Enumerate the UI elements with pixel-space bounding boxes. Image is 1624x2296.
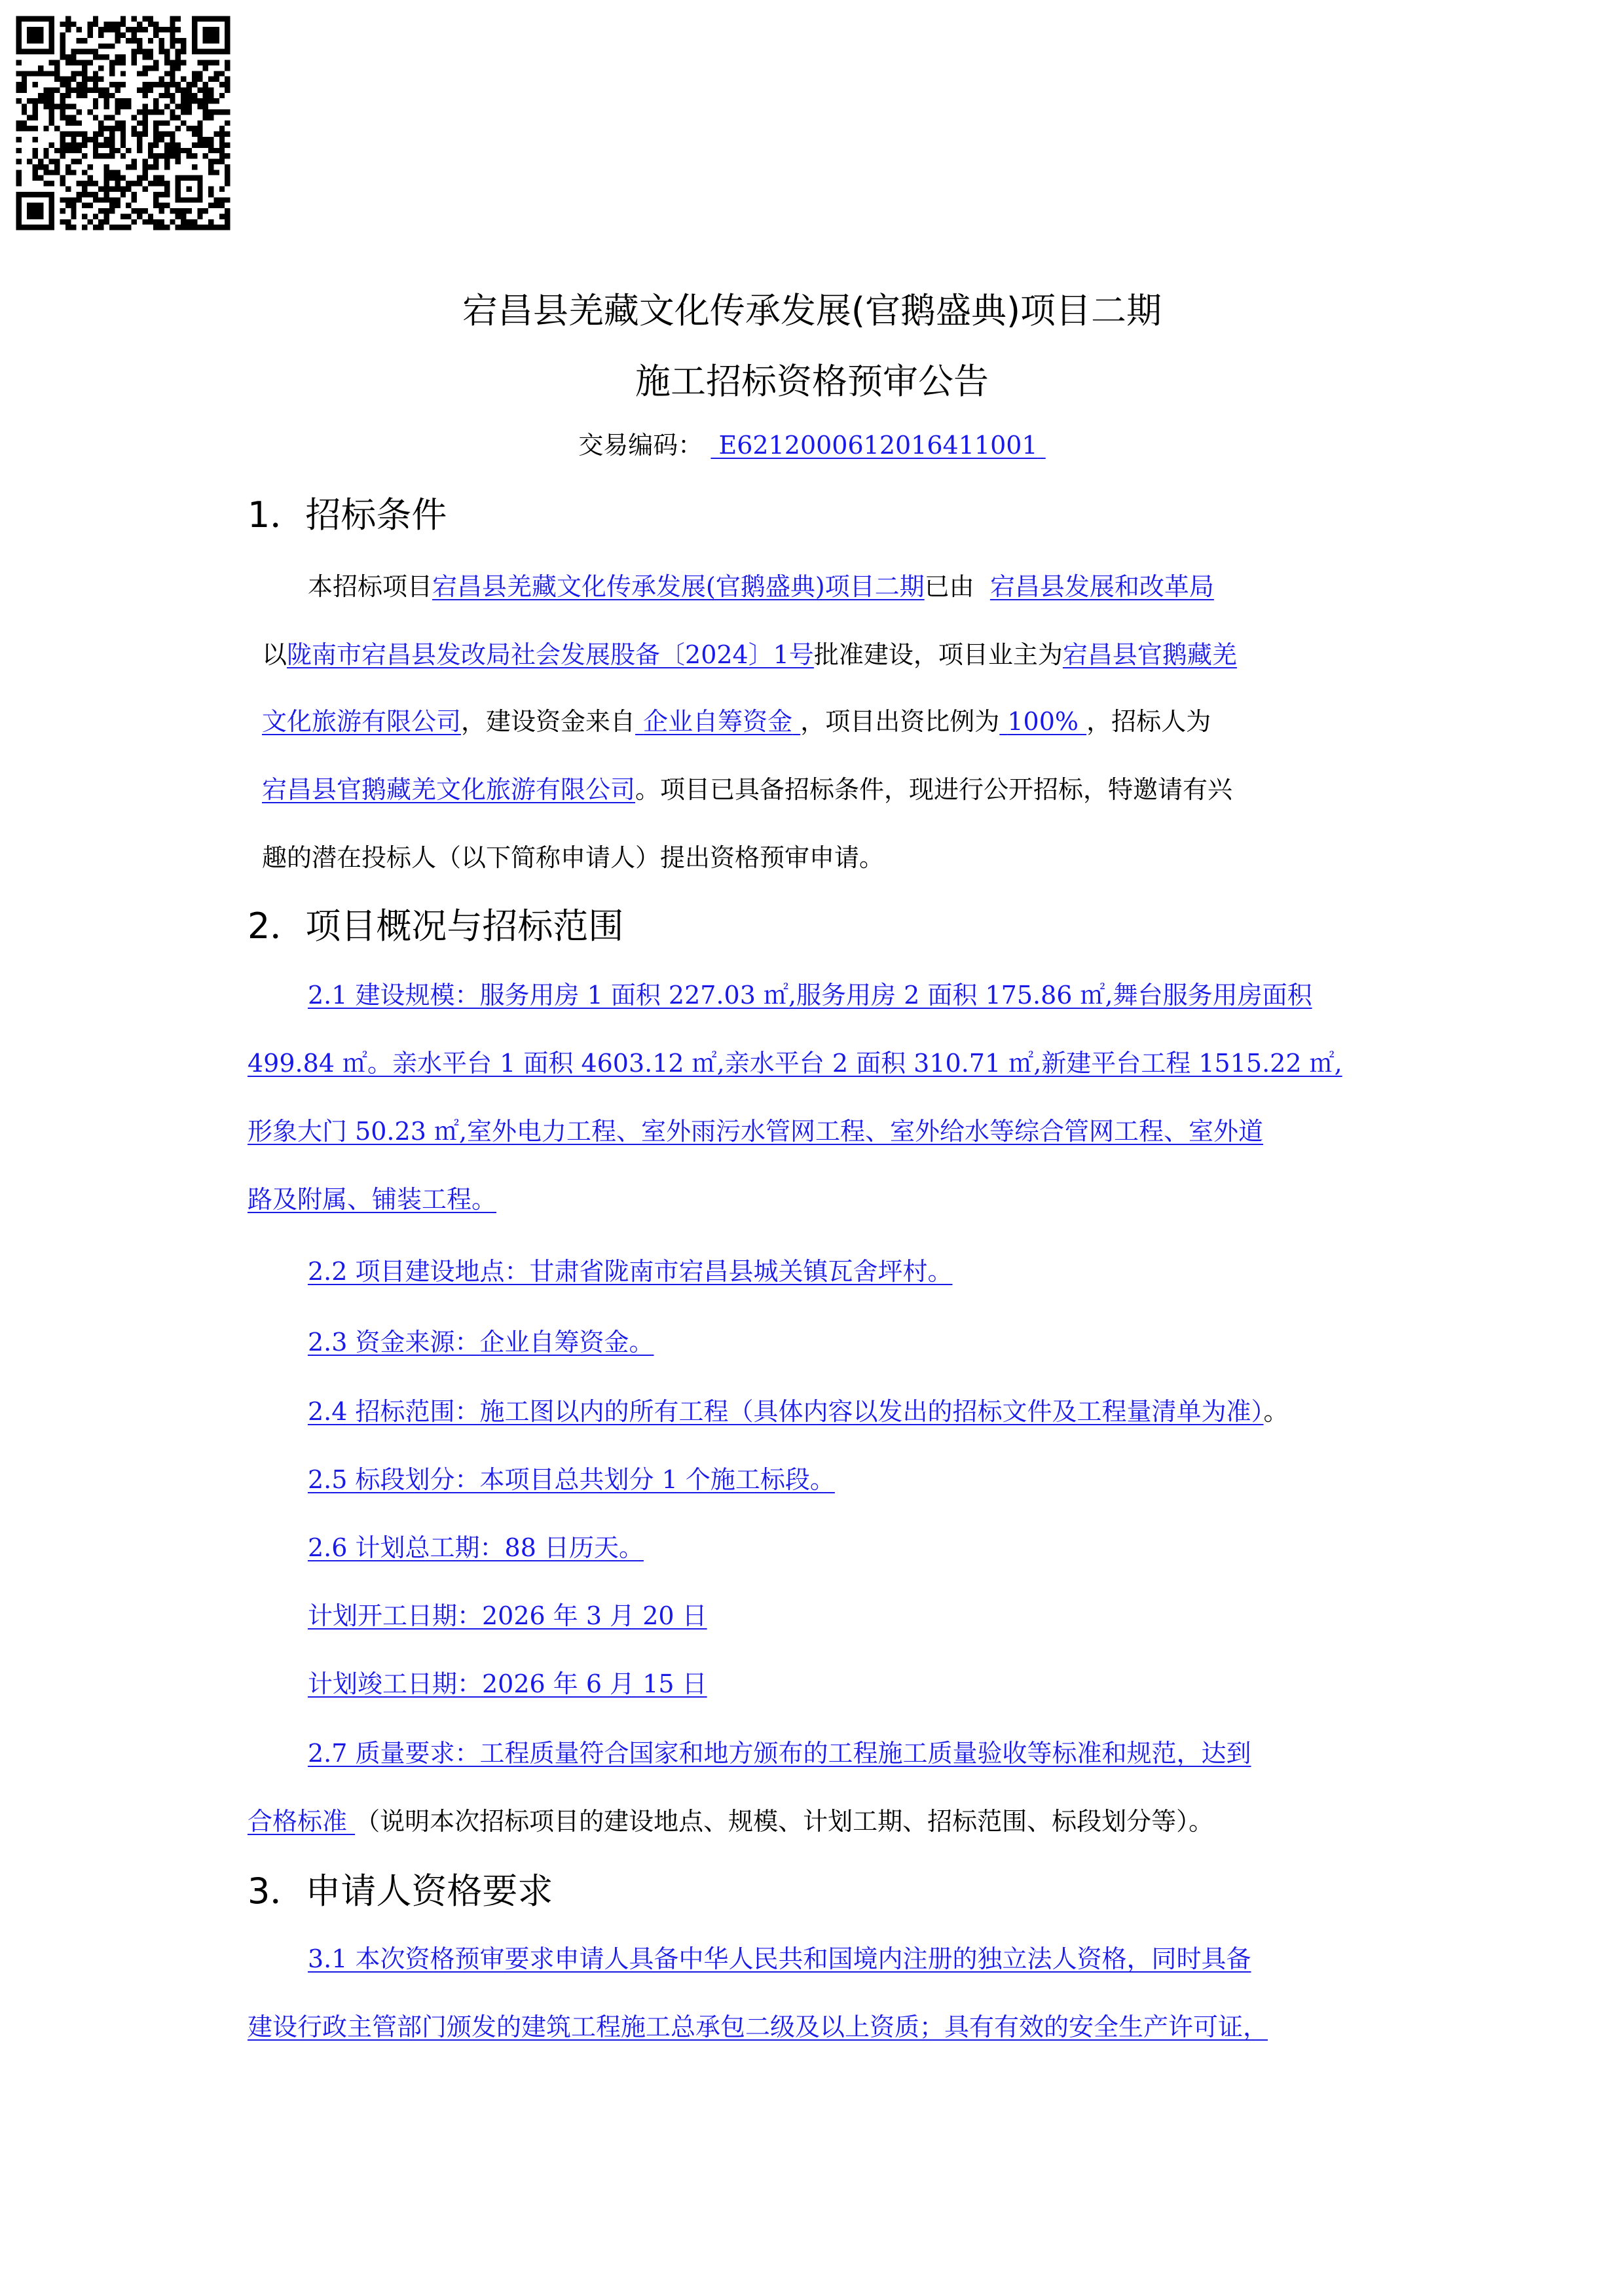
planned-completion-date: 计划竣工日期：2026 年 6 月 15 日 — [308, 1669, 707, 1698]
s3-1-line-2: 建设行政主管部门颁发的建筑工程施工总承包二级及以上资质；具有有效的安全生产许可证， — [248, 2013, 1268, 2041]
trade-code-label: 交易编码： — [578, 431, 703, 460]
tenderer-link: 宕昌县官鹅藏羌文化旅游有限公司 — [262, 775, 636, 804]
trade-code-value: E6212000612016411001 — [718, 431, 1038, 460]
funding-source-link: 企业自筹资金 — [643, 707, 793, 736]
s2-1-line-3: 形象大门 50.23 ㎡,室外电力工程、室外雨污水管网工程、室外给水等综合管网工程、室外道 — [248, 1117, 1264, 1146]
s2-1-line-2: 499.84 ㎡。亲水平台 1 面积 4603.12 ㎡,亲水平台 2 面积 310.71 ㎡,新建平台工程 1515.22 ㎡, — [248, 1049, 1342, 1078]
s1-line-3: 文化旅游有限公司，建设资金来自 企业自筹资金 ，项目出资比例为 100% ，招标人为 — [262, 707, 1211, 736]
section-3-heading: 3．申请人资格要求 — [248, 1870, 553, 1912]
s1-line-5: 趣的潜在投标人（以下简称申请人）提出资格预审申请。 — [262, 843, 885, 872]
s2-5-sections: 2.5 标段划分：本项目总共划分 1 个施工标段。 — [308, 1465, 835, 1494]
s2-6-duration: 2.6 计划总工期：88 日历天。 — [308, 1533, 644, 1562]
planned-start-date: 计划开工日期：2026 年 3 月 20 日 — [308, 1601, 707, 1630]
s1-line-1: 本招标项目宕昌县羌藏文化传承发展(官鹅盛典)项目二期已由 宕昌县发展和改革局 — [308, 572, 1214, 601]
s2-2-location: 2.2 项目建设地点：甘肃省陇南市宕昌县城关镇瓦舍坪村。 — [308, 1257, 953, 1286]
approving-authority-link: 宕昌县发展和改革局 — [989, 572, 1214, 601]
trade-code — [0, 428, 1624, 462]
s2-1-line-1: 2.1 建设规模：服务用房 1 面积 227.03 ㎡,服务用房 2 面积 175.86 ㎡,舞台服务用房面积 — [308, 981, 1312, 1010]
funding-ratio-link: 100% — [1007, 707, 1079, 736]
s1-line-4: 宕昌县官鹅藏羌文化旅游有限公司。项目已具备招标条件，现进行公开招标，特邀请有兴 — [262, 775, 1233, 804]
s2-7-line-1: 2.7 质量要求：工程质量符合国家和地方颁布的工程施工质量验收等标准和规范，达到 — [308, 1739, 1251, 1768]
quality-standard-link: 合格标准 — [248, 1807, 348, 1836]
qr-code-icon — [10, 10, 236, 236]
document-title-line-2: 施工招标资格预审公告 — [635, 361, 989, 402]
document-title-line-1: 宕昌县羌藏文化传承发展(官鹅盛典)项目二期 — [462, 290, 1162, 331]
s2-3-funding: 2.3 资金来源：企业自筹资金。 — [308, 1328, 654, 1357]
section-1-heading: 1．招标条件 — [248, 494, 447, 536]
s2-1-line-4: 路及附属、铺装工程。 — [248, 1185, 497, 1214]
project-name-link: 宕昌县羌藏文化传承发展(官鹅盛典)项目二期 — [432, 572, 925, 601]
s2-4-scope: 2.4 招标范围：施工图以内的所有工程（具体内容以发出的招标文件及工程量清单为准）。 — [308, 1397, 1289, 1426]
s3-1-line-1: 3.1 本次资格预审要求申请人具备中华人民共和国境内注册的独立法人资格，同时具备 — [308, 1944, 1251, 1973]
s1-line-2: 以陇南市宕昌县发改局社会发展股备〔2024〕1号批准建设，项目业主为宕昌县官鹅藏羌 — [262, 640, 1237, 669]
s2-7-line-2: 合格标准 （说明本次招标项目的建设地点、规模、计划工期、招标范围、标段划分等）。 — [248, 1807, 1214, 1836]
approval-document-link: 陇南市宕昌县发改局社会发展股备〔2024〕1号 — [287, 640, 814, 669]
project-owner-link-part1: 宕昌县官鹅藏羌 — [1062, 640, 1237, 669]
section-2-heading: 2．项目概况与招标范围 — [248, 905, 624, 947]
project-owner-link-part2: 文化旅游有限公司 — [262, 707, 462, 736]
